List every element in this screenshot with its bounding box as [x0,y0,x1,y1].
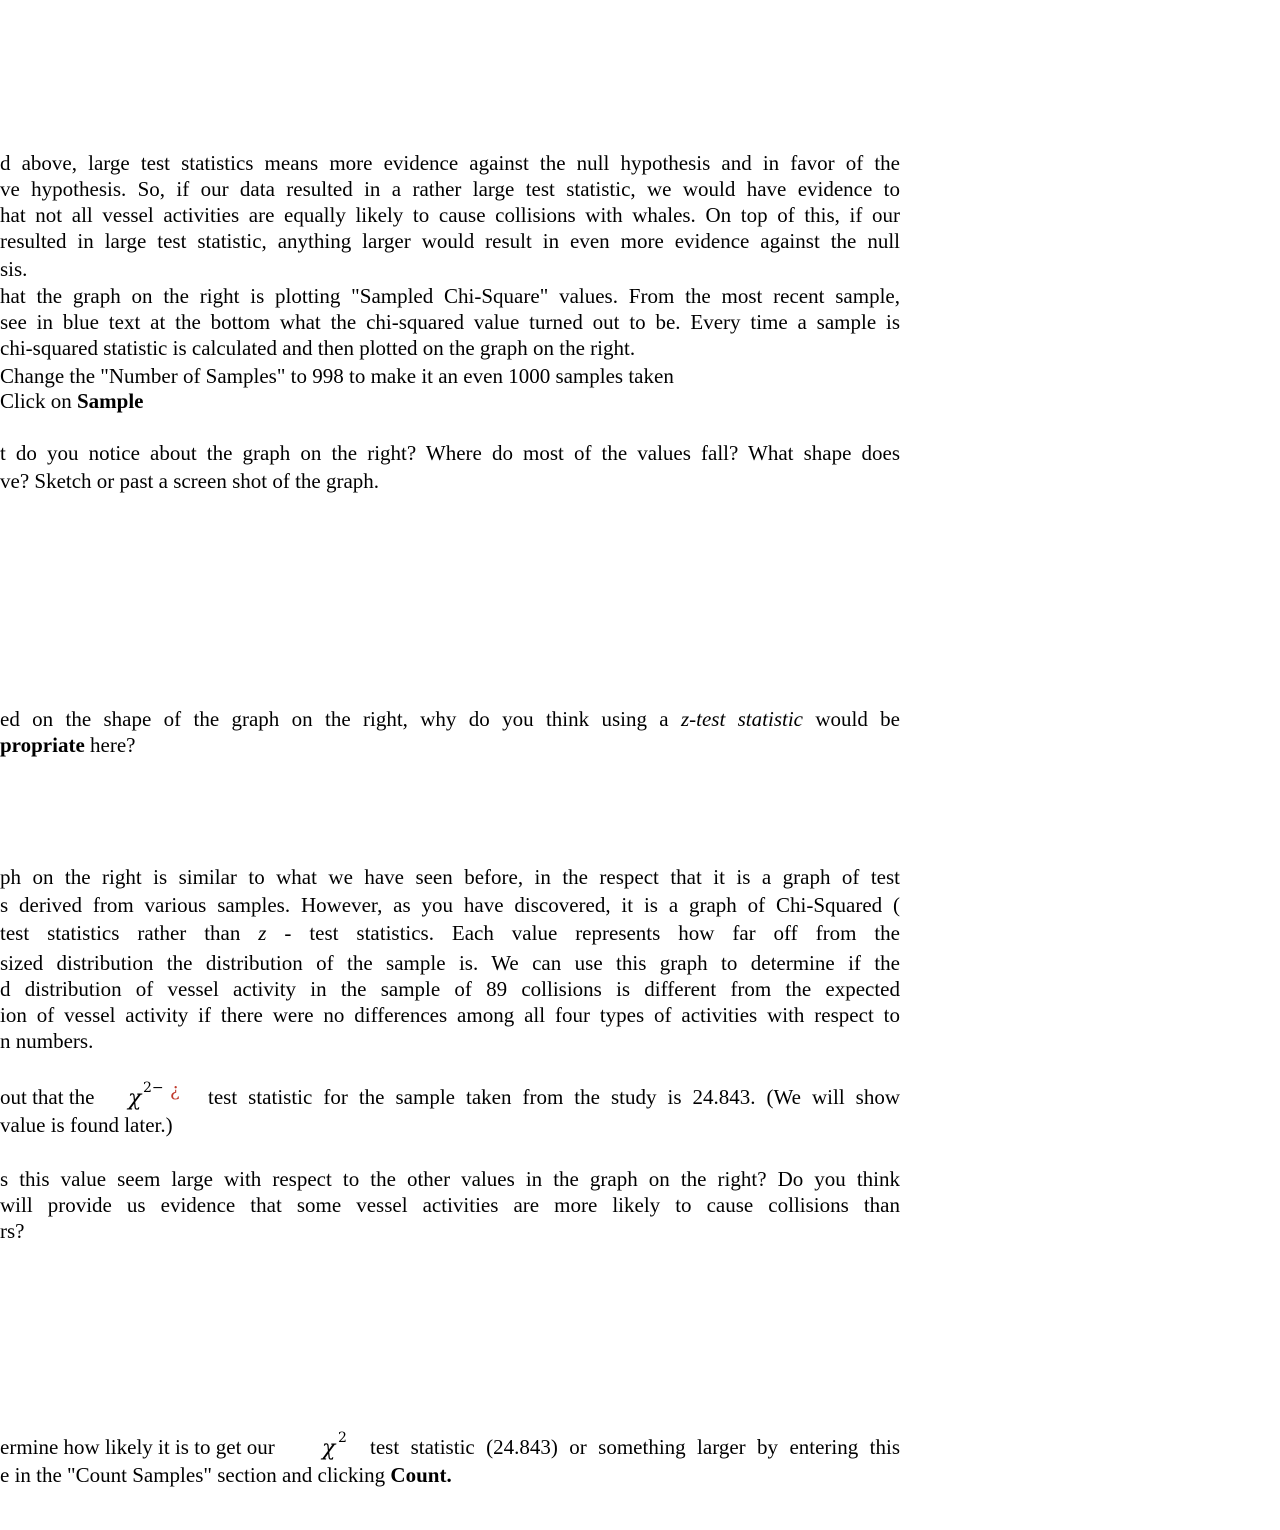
paragraph3-line3-prefix: test statistics rather than [0,921,259,945]
question1-line1: t do you notice about the graph on the right? Where do most of the values fall? What shape does [0,441,900,465]
paragraph3-line3 [0,920,900,946]
chi-symbol-2: χ [322,1436,336,1461]
chi-symbol: χ [128,1086,142,1111]
paragraph4-line1-suffix: test statistic for the sample taken from the study is 24.843. (We will show [208,1085,900,1109]
paragraph3-line3-suffix: - test statistics. Each value represents how far off from the [266,921,900,945]
question3-line3: rs? [0,1219,25,1243]
step-click-sample [0,388,144,414]
paragraph5-line2-prefix: e in the "Count Samples" section and clicking [0,1463,391,1487]
z-symbol: z [258,921,267,945]
question1-line2: ve? Sketch or past a screen shot of the graph. [0,469,380,493]
paragraph1-line5: sis. [0,257,28,281]
question2-line1 [0,706,900,732]
question3-line2: will provide us evidence that some vessel activities are more likely to cause collisions than [0,1193,900,1217]
z-test-statistic-term: z-test statistic [680,707,803,731]
chi-superscript: 2− [143,1080,164,1096]
paragraph4-line2: value is found later.) [0,1113,173,1137]
chi-superscript-2: 2 [338,1430,347,1446]
inverted-question-mark: ¿ [170,1080,180,1101]
count-button-reference: Count. [390,1463,452,1487]
paragraph2-line3: chi-squared statistic is calculated and then plotted on the graph on the right. [0,336,636,360]
question2-line1-prefix: ed on the shape of the graph on the right, why do you think using a [0,707,681,731]
paragraph3-line2: s derived from various samples. However, as you have discovered, it is a graph of Chi-Squared ( [0,893,900,917]
paragraph1-line2: ve hypothesis. So, if our data resulted in a rather large test statistic, we would have evidence to [0,177,900,201]
paragraph3-line4: sized distribution the distribution of the sample is. We can use this graph to determine if the [0,951,900,975]
step-change-number-of-samples: Change the "Number of Samples" to 998 to make it an even 1000 samples taken [0,364,674,388]
paragraph1-line4: resulted in large test statistic, anything larger would result in even more evidence against the null [0,229,900,253]
sample-button-reference: Sample [77,389,144,413]
question2-line1-suffix: would be [802,707,900,731]
paragraph3-line6: ion of vessel activity if there were no differences among all four types of activities with respect to [0,1003,900,1027]
question3-line1: s this value seem large with respect to the other values in the graph on the right? Do you think [0,1167,900,1191]
paragraph4-line1-prefix: out that the [0,1085,95,1109]
paragraph3-line1: ph on the right is similar to what we have seen before, in the respect that it is a graph of test [0,865,900,889]
step-click-sample-prefix: Click on [0,389,77,413]
paragraph1-line1: d above, large test statistics means more evidence against the null hypothesis and in favor of the [0,151,900,175]
paragraph5-line1-prefix: ermine how likely it is to get our [0,1435,275,1459]
paragraph3-line5: d distribution of vessel activity in the sample of 89 collisions is different from the expected [0,977,900,1001]
paragraph5-line1-suffix: test statistic (24.843) or something larger by entering this [370,1435,900,1459]
paragraph2-line2: see in blue text at the bottom what the chi-squared value turned out to be. Every time a sample is [0,310,900,334]
appropriate-term: propriate [0,733,85,757]
question2-line2-suffix: here? [84,733,136,757]
paragraph1-line3: hat not all vessel activities are equally likely to cause collisions with whales. On top of this, if our [0,203,900,227]
paragraph5-line2 [0,1462,452,1488]
paragraph2-line1: hat the graph on the right is plotting "Sampled Chi-Square" values. From the most recent sample, [0,284,900,308]
question2-line2 [0,732,136,758]
paragraph3-line7: n numbers. [0,1029,94,1053]
